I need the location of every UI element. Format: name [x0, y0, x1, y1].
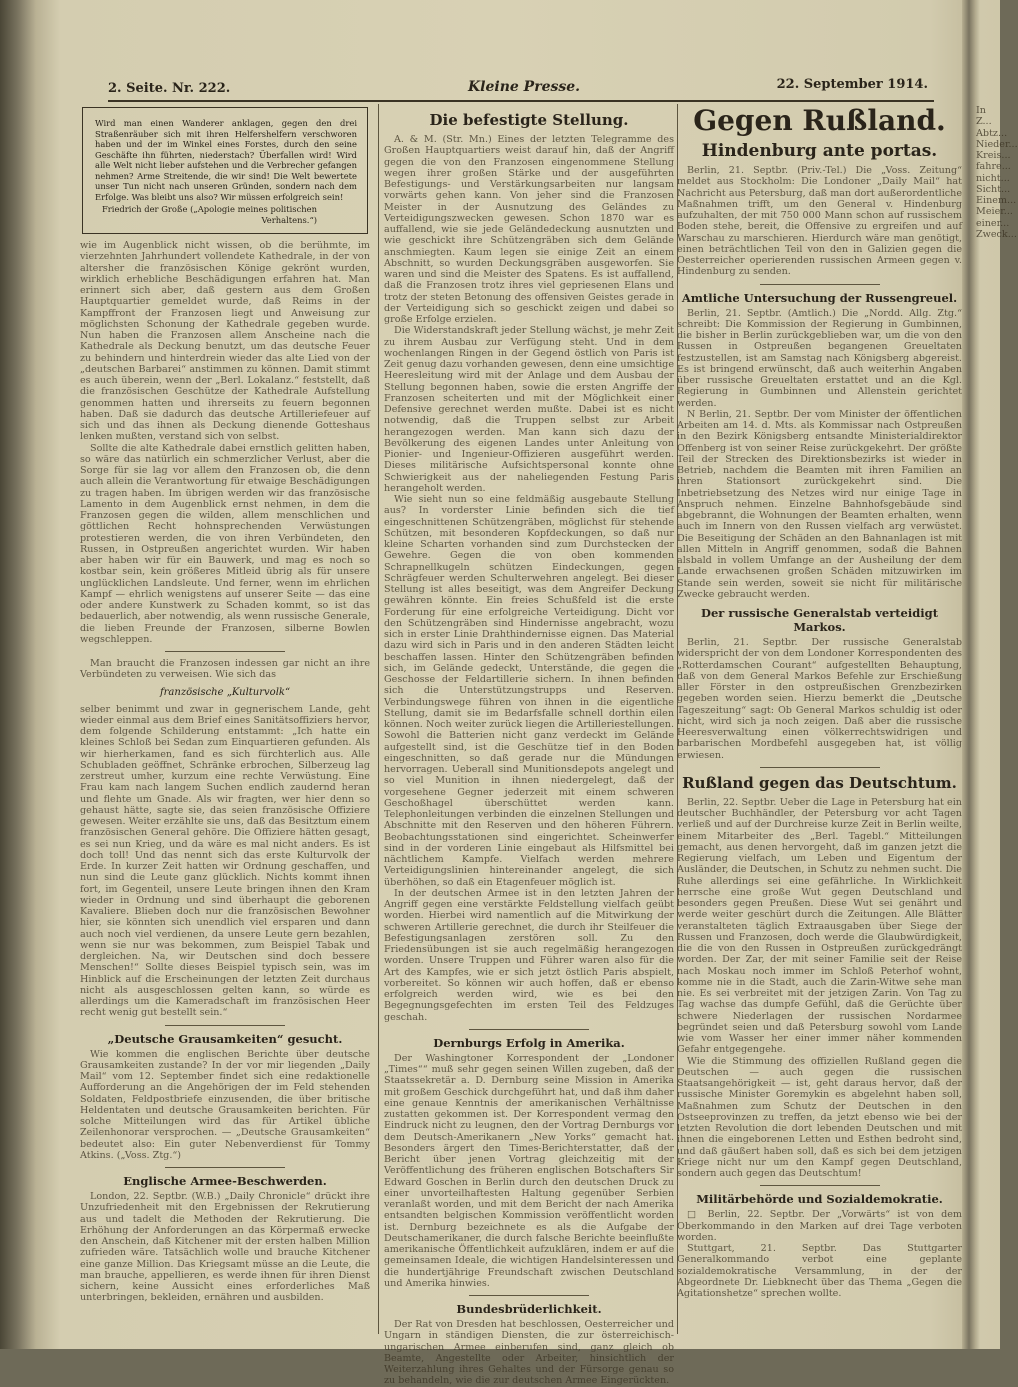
column-3 [677, 105, 962, 1335]
separator [760, 767, 880, 768]
article-headline-main: Gegen Rußland. [693, 104, 946, 137]
article-paragraph: London, 22. Septbr. (W.B.) „Daily Chronicle“ drückt ihre Unzufriedenheit mit den Ergebnissen der Rekrutierung aus und tadelt die Methoden der Rekrutierung. Die Erhöhung der Anforderungen an das Körpermaß erwecke den Anschein, daß Kitchener mit der ersten halben Million zufrieden wäre. Tatsächlich wolle und brauche Kitchener eine ganze Million. Das Kriegsamt müsse an die Leute, die man brauche, appellieren, es werde ihnen für ihren Dienst sichern, keine Aussicht eines erforderliches Maß unterbringen, bekleiden, ernähren und ausbilden. [80, 1191, 370, 1304]
separator [165, 1025, 285, 1026]
article-paragraph: Berlin, 22. Septbr. Ueber die Lage in Petersburg hat ein deutscher Buchhändler, der Petersburg vor acht Tagen verließ und auf der Durchreise kurze Zeit in Berlin weilte, einem Mitarbeiter des „Berl. Tagebl.“ Mitteilungen gemacht, aus denen hervorgeht, daß im ganzen jetzt die Regierung vielfach, um Leben und Eigentum der Ausländer, die Deutschen, in Schutz zu nehmen sucht. Die Ruhe allerdings sei eine gefährliche. In Wirklichkeit herrsche eine große Wut gegen Deutschland und besonders gegen Preußen. Diese Wut sei genährt und werde weiter geschürt durch die Zeitungen. Alle Blätter veranstalteten täglich Extraausgaben über Siege der Russen und Franzosen, doch werde die Glaubwürdigkeit, die die von den Russen in Ostpreußen zurückgedrängt worden. Der Zar, der mit seiner Familie seit der Reise nach Moskau noch immer im Schloß Peterhof wohnt, komme nie in die Stadt, auch die Zarin-Witwe sehe man nie. Es sei verbreitet mit der jetzigen Zarin. Von Tag zu Tag wachse das dumpfe Gefühl, daß die Gerüchte über schwere Niederlagen der russischen Nordarmee begründet seien und daß Petersburg sowohl vom Lande wie vom Wasser her einer immer näher kommenden Gefahr entgegengehe. [677, 796, 962, 1056]
article-headline: „Deutsche Grausamkeiten“ gesucht. [107, 1031, 343, 1046]
article-paragraph: Wie kommen die englischen Berichte über deutsche Grausamkeiten zustande? In der vor mir liegenden „Daily Mail“ vom 12. September findet sich eine redaktionelle Aufforderung an die Angehörigen der im Feld stehenden Soldaten, Feldpostbriefe einzusenden, die über britische Heldentaten und deutsche Grausamkeiten berichten. Für solche Mitteilungen wird das für Artikel übliche Zeilenhonorar versprochen. — „Deutsche Grausamkeiten“ bedeutet also: Ein guter Nebenverdienst für Tommy Atkins. („Voss. Ztg.“) [80, 1048, 370, 1161]
cutoff-text: In Z... Abtz... Nieder... Kreis... fahre... nicht... Sicht... Einem... Meier... einer... Zweck... [976, 105, 1018, 240]
quote-box [82, 107, 368, 234]
article-paragraph: Der Washingtoner Korrespondent der „Londoner „Times““ muß sehr gegen seinen Willen zugeben, daß der Staatssekretär a. D. Dernburg seine Mission in Amerika mit großem Geschick durchgeführt hat, und daß ihm daher eine genaue Kenntnis der amerikanischen Verhältnisse zustatten gekommen ist. Der Korrespondent vermag den Eindruck nicht zu leugnen, den der Vortrag Dernburgs vor dem Deutsch-Amerikanern „New Yorks“ gemacht hat. Besonders ärgert den Times-Berichterstatter, daß der Bericht über jenen Vortrag gleichzeitig mit der Veröffentlichung des früheren englischen Botschafters Sir Edward Goschen in Berlin durch den deutschen Druck zu einer unvorteilhaftesten Haltung gegenüber Serbien veranlaßt worden, und mit dem Bericht der nach Amerika entsandten belgischen Kommission veröffentlicht worden ist. Dernburg bezeichnete es als die Aufgabe der Deutschamerikaner, die durch falsche Berichte beeinflußte amerikanische Öffentlichkeit aufzuklären, indem er auf die gemeinsamen Ideale, die wichtigen Handelsinteressen und die hundertjährige Freundschaft zwischen Deutschland und Amerika hinwies. [384, 1052, 674, 1289]
article-paragraph: wie im Augenblick nicht wissen, ob die berühmte, im vierzehnten Jahrhundert vollendete Kathedrale, in der von altersher die französischen Könige gekrönt wurden, wirklich erhebliche Beschädigungen erfahren hat. Man erinnert sich aber, daß gestern aus dem Großen Hauptquartier gemeldet wurde, daß Reims in der Kampffront der Franzosen liegt und Anweisung zur möglichsten Schonung der Kathedrale gegeben wurde. Nun haben die Franzosen allem Anscheine nach die Kathedrale als Deckung benutzt, um das deutsche Feuer zu behindern und hinterdrein wieder das alte Lied von der „deutschen Barbarei“ anstimmen zu können. Damit stimmt es auch überein, wenn der „Berl. Lokalanz.“ feststellt, daß die französischen Geschütze der Kathedrale Aufstellung genommen hatten und ihrerseits zu feuern begonnen haben. Daß sie dadurch das deutsche Artilleriefeuer auf sich und das ihnen als Deckung dienende Gotteshaus lenken mußten, verstand sich von selbst. [80, 240, 370, 443]
separator [760, 284, 880, 285]
quote-text: Wird man einen Wanderer anklagen, gegen den drei Straßenräuber sich mit ihren Helfershelfern verschworen haben und der im Winkel eines Forstes, durch den seine Geschäfte ihn führten, niederstach? Überfallen wird! Wird alle Welt nicht lieber aufstehen und die Verbrecher gefangen nehmen? Arme Streitende, die wir sind! Die Welt bewertete unser Tun nicht nach unseren Gründen, sondern nach dem Erfolge. Was bleibt uns also? Wir müssen erfolgreich sein! [95, 118, 357, 202]
article-paragraph: Die Widerstandskraft jeder Stellung wächst, je mehr Zeit zu ihrem Ausbau zur Verfügung steht. Und in dem wochenlangen Ringen in der Gegend östlich von Paris ist Zeit genug dazu vorhanden gewesen, denn eine umsichtige Heeresleitung wird mit der Anlage und dem Ausbau der Stellung begonnen haben, sowie die ersten Angriffe der Franzosen scheiterten und mit der Möglichkeit einer Defensive gerechnet werden mußte. Dabei ist es nicht notwendig, daß die Truppen selbst zur Arbeit herangezogen werden. Man kann sich dazu der Bevölkerung des eigenen Landes unter Anleitung von Pionier- und Ingenieur-Offizieren ausgeführt werden. Dieses militärische Aufsichtspersonal konnte ohne Schwierigkeit aus der naheliegenden Festung Paris herangeholt werden. [384, 325, 674, 494]
article-paragraph: Der Rat von Dresden hat beschlossen, Oesterreicher und Ungarn in ständigen Diensten, die zur österreichisch-ungarischen Armee einberufen sind, ganz gleich ob Beamte, Angestellte oder Arbeiter, hinsichtlich der Weiterzahlung ihres Gehaltes und der Fürsorge genau so zu behandeln, wie die zur deutschen Armee Eingerückten. [384, 1319, 674, 1387]
article-paragraph: selber benimmt und zwar in gegnerischem Lande, geht wieder einmal aus dem Brief eines Sanitätsoffiziers hervor, dem folgende Schilderung entstammt: „Ich hatte ein kleines Schloß bei Sedan zum Einquartieren gefunden. Als wir hierherkamen, fand es sich fürchterlich aus. Alle Schubladen geöffnet, Schränke erbrochen, Silberzeug lag zerstreut umher, kurzum eine rechte Verwüstung. Eine Frau kam nach langem Suchen endlich zaudernd heran und flehte um Gnade. Als wir fragten, wer hier denn so gehaust hätte, sagte sie, das seien französische Offiziere gewesen. Weiter erzählte sie uns, daß das Besitztum einem französischen General gehöre. Die Offiziere hätten gesagt, es sei nun Krieg, und da wäre es mal nicht anders. Es ist doch toll! Und das nennt sich das erste Kulturvolk der Erde. In kurzer Zeit hatten wir Ordnung geschaffen, und nun sind die Leute ganz glücklich. Nichts kommt ihnen fort, im Gegenteil, unsere Leute bringen ihnen den Kram wieder in Ordnung und sind überhaupt die geborenen Kavaliere. Blieben doch nur die französischen Bewohner hier, sie könnten sich unendlich viel ersparen und dann auch noch viel verdienen, da unsere Leute gern bezahlen, wenn sie nur was bekommen, zum Beispiel Tabak und dergleichen. Na, wir Deutschen sind doch bessere Menschen!“ Sollte dieses Beispiel typisch sein, was im Hinblick auf die Erscheinungen der letzten Zeit durchaus nicht als ausgeschlossen gelten kann, so würde es allerdings um die Kameradschaft im französischen Heer recht wenig gut bestellt sein.“ [80, 703, 370, 1019]
column-4-cutoff [976, 105, 1018, 1335]
separator [469, 1295, 589, 1296]
article-headline: Rußland gegen das Deutschtum. [682, 773, 957, 792]
article-paragraph: Man braucht die Franzosen indessen gar nicht an ihre Verbündeten zu verweisen. Wie sich das [80, 658, 370, 681]
article-headline: Der russische Generalstab verteidigt Markos. [700, 606, 939, 634]
newspaper-name: Kleine Presse. [468, 79, 581, 95]
article-headline: Amtliche Untersuchung der Russengreuel. [681, 290, 958, 305]
page-header [108, 77, 928, 101]
article-headline: Bundesbrüderlichkeit. [456, 1302, 602, 1316]
article-paragraph: Wie die Stimmung des offiziellen Rußland gegen die Deutschen — auch gegen die russischen Staatsangehörigkeit — ist, geht daraus hervor, daß der russische Minister Goremykin es abgelehnt haben soll, Maßnahmen zum Schutz der Deutschen in den Ostseeprovinzen zu treffen, da jetzt ebenso wie bei der letzten Revolution die dort lebenden Deutschen und mit ihnen die eingeborenen Letten und Esthen bedroht sind, und daß gäußert haben soll, daß es sich bei dem jetzigen Kriege nicht nur um den Kampf gegen Deutschland, sondern auch gegen das Deutschtum! [677, 1055, 962, 1179]
article-paragraph: Berlin, 21. Septbr. (Priv.-Tel.) Die „Voss. Zeitung“ meldet aus Stockholm: Die Londoner „Daily Mail“ hat Nachricht aus Petersburg, daß man dort außerordentliche Maßnahmen trifft, um den General v. Hindenburg aufzuhalten, der mit 750 000 Mann schon auf russischem Boden stehe, bereit, die Offensive zu ergreifen und auf Warschau zu marschieren. Hierdurch wäre man genötigt, einen beträchtlichen Teil von den in Galizien gegen die Oesterreicher operierenden russischen Armeen gegen v. Hindenburg zu senden. [677, 165, 962, 278]
article-paragraph: Sollte die alte Kathedrale dabei ernstlich gelitten haben, so wäre das natürlich ein schmerzlicher Verlust, aber die Sorge für sie lag vor allem den Franzosen ob, die denn auch allein die Verantwortung für etwaige Beschädigungen zu tragen haben. Im übrigen werden wir das französische Lamento in dem Augenblick ernst nehmen, in dem die Franzosen gegen die wilden, allem menschlichen und göttlichen Recht hohnsprechenden Verwüstungen protestieren werden, die von ihren Verbündeten, den Russen, in Ostpreußen angerichtet wurden. Wir haben aber haben wir für ein Bauwerk, und mag es noch so kostbar sein, kein größeres Mitleid übrig als für unsere unglücklichen Landsleute. Und ferner, wenn im ehrlichen Kampf — ehrlich wenigstens auf unserer Seite — das eine oder andere Kunstwerk zu Schaden kommt, so ist das bedauerlich, aber notwendig, als wenn russische Generale, die lieben Freunde der Franzosen, silberne Bowlen wegschleppen. [80, 442, 370, 645]
article-paragraph: □ Berlin, 22. Septbr. Der „Vorwärts“ ist von dem Oberkommando in den Marken auf drei Tage verboten worden. [677, 1209, 962, 1243]
separator [469, 1029, 589, 1030]
separator [165, 651, 285, 652]
article-headline: Militärbehörde und Sozialdemokratie. [696, 1192, 943, 1207]
column-2 [384, 105, 674, 1387]
quote-author: Friedrich der Große („Apologie meines politischen Verhaltens.“) [101, 204, 317, 225]
article-paragraph: Stuttgart, 21. Septbr. Das Stuttgarter Generalkommando verbot eine geplante sozialdemokratische Versammlung, in der der Abgeordnete Dr. Liebknecht über das Thema „Gegen die Agitationshetze“ sprechen wollte. [677, 1243, 962, 1299]
issue-date: 22. September 1914. [776, 77, 928, 92]
column-divider [378, 104, 379, 1334]
subheading: französische „Kulturvolk“ [159, 686, 291, 698]
column-1 [80, 105, 370, 1335]
article-subheadline: Hindenburg ante portas. [701, 141, 938, 161]
article-paragraph: Berlin, 21. Septbr. (Amtlich.) Die „Nordd. Allg. Ztg.“ schreibt: Die Kommission der Regierung in Gumbinnen, die bisher in Berlin zurückgeblieben war, um die von den Russen in Ostpreußen begangenen Greueltaten festzustellen, ist am Samstag nach Königsberg abgereist. Es ist bringend erwünscht, daß auch weiterhin Angaben über russische Greueltaten erstattet und an die Kgl. Regierung in Gumbinnen und Allenstein gerichtet werden. [677, 307, 962, 409]
article-paragraph: Berlin, 21. Septbr. Der russische Generalstab widerspricht der von dem Londoner Korrespondenten des „Rotterdamschen Courant“ aufgestellten Behauptung, daß von dem General Markos Befehle zur Erschießung aller Förster in den ostpreußischen Grenzbezirken gegeben worden seien. Hierzu bemerkt die „Deutsche Tageszeitung“ sagt: Ob General Markos schuldig ist oder nicht, wird sich ja noch zeigen. Daß aber die russische Heeresverwaltung einen völkerrechtswidrigen und barbarischen Mordbefehl ausgegeben hat, ist völlig erwiesen. [677, 637, 962, 761]
page-number: 2. Seite. Nr. 222. [108, 81, 231, 96]
article-paragraph: A. & M. (Str. Mn.) Eines der letzten Telegramme des Großen Hauptquartiers weist darauf hin, daß der Angriff gegen die von den Franzosen eingenommene Stellung wegen ihrer großen Stärke und der ausgeführten Befestigungs- und Verstärkungsarbeiten nur langsam vorwärts gehen kann. Von jeher sind die Franzosen Meister in der Ausnutzung des Geländes zu Verteidigungszwecken gewesen. Schon 1870 war es auffallend, wie sie jede Geländedeckung ausnutzten und wie geschickt ihre Schützengräben sich dem Gelände anschmiegten. Kaum legen sie einige Zeit an einem Abschnitt, so wurden Deckungsgräben ausgeworfen. Sie waren und sind die Meister des Spatens. Es ist auffallend, daß die Franzosen trotz ihres viel gepriesenen Elans und trotz der steten Betonung des offensiven Geistes gerade in der Verteidigung sich so geschickt zeigen und dabei so große Erfolge erzielen. [384, 134, 674, 325]
article-paragraph: N Berlin, 21. Septbr. Der vom Minister der öffentlichen Arbeiten am 14. d. Mts. als Kommissar nach Ostpreußen in den Bezirk Königsberg entsandte Ministerialdirektor Offenberg ist von seiner Reise zurückgekehrt. Der größte Teil der Strecken des Direktionsbezirks ist wieder in Betrieb, nachdem die Beamten mit ihren Familien an ihren Stationsort zurückgekehrt sind. Die Inbetriebsetzung des Netzes wird nur einige Tage in Anspruch nehmen. Einzelne Bahnhofsgebäude sind abgebrannt, die Wohnungen der Beamten erhalten, wenn auch im Innern von den Russen vielfach arg verwüstet. Die Beseitigung der Schäden an den Bahnanlagen ist mit allen Mitteln in Angriff genommen, sodaß die Bahnen alsbald in vollem Umfange an der Ausheilung der dem Lande erwachsenen großen Schäden mitzuwirken im Stande sein werden, soweit sie nicht für militärische Zwecke gebraucht werden. [677, 408, 962, 600]
article-headline: Die befestigte Stellung. [429, 111, 629, 129]
article-paragraph: In der deutschen Armee ist in den letzten Jahren der Angriff gegen eine verstärkte Feldstellung vielfach geübt worden. Hierbei wird namentlich auf die Mitwirkung der schweren Artillerie gerechnet, die durch ihr Steilfeuer die Befestigungsanlagen zerstören soll. Zu den Friedensübungen ist sie auch regelmäßig herangezogen worden. Unsere Truppen und Führer waren also für die Art des Kampfes, wie er sich jetzt östlich Paris abspielt, vorbereitet. So können wir auch hoffen, daß er ebenso erfolgreich werden wird, wie es bei den Begegnungsgefechten im ersten Teil des Feldzuges geschah. [384, 887, 674, 1023]
separator [165, 1167, 285, 1168]
header-rule [108, 100, 934, 102]
article-headline: Dernburgs Erfolg in Amerika. [433, 1035, 625, 1050]
separator [760, 1185, 880, 1186]
article-paragraph: Wie sieht nun so eine feldmäßig ausgebaute Stellung aus? In vorderster Linie befinden sich die tief eingeschnittenen Schützengräben, möglichst für stehende Schützen, mit besonderen Kopfdeckungen, so daß nur kleine Scharten vorhanden sind zum Durchstecken der Gewehre. Gegen die von oben kommenden Schrapnellkugeln schützen Eindeckungen, gegen Schrägfeuer werden Schulterwehren angelegt. Bei dieser Stellung ist alles beseitigt, was dem Angreifer Deckung gewähren könnte. Ein freies Schußfeld ist die erste Forderung für eine erfolgreiche Verteidigung. Dicht vor den Schützengräben sind Hindernisse angebracht, wozu sich in erster Linie Drahthindernisse eignen. Das Material dazu wird sich in Paris und in den anderen Städten leicht beschaffen lassen. Hinter den Schützengräben befinden sich, im Gelände gedeckt, Unterstände, die gegen die Geschosse der Feldartillerie sichern. In ihnen befinden sich die Unterstützungstrupps und Reserven. Verbindungswege führen von ihnen in die eigentliche Stellung, damit sie im Bedarfsfalle schnell dorthin eilen können. Noch weiter zurück liegen die Artilleriestellungen. Sowohl die Batterien nicht ganz verdeckt im Gelände aufgestellt sind, ist die Geschütze tief in den Boden eingeschnitten, so daß gerade nur die Mündungen hervorragen. Ueberall sind Munitionsdepots angelegt und so viel Munition in ihnen niedergelegt, daß der vorgesehene Gegner jederzeit mit einem schweren Geschoßhagel überschüttet werden kann. Telephonleitungen verbinden die einzelnen Stellungen und Abschnitte mit den Reserven und den höheren Führern. Beobachtungsstationen sind eingerichtet. Scheinwerfer sind in der vorderen Linie eingebaut als Hilfsmittel bei nächtlichem Kampfe. Vielfach werden mehrere Verteidigungslinien hintereinander angelegt, die sich überhöhen, so daß ein Etagenfeuer möglich ist. [384, 494, 674, 888]
article-headline: Englische Armee-Beschwerden. [123, 1174, 327, 1188]
